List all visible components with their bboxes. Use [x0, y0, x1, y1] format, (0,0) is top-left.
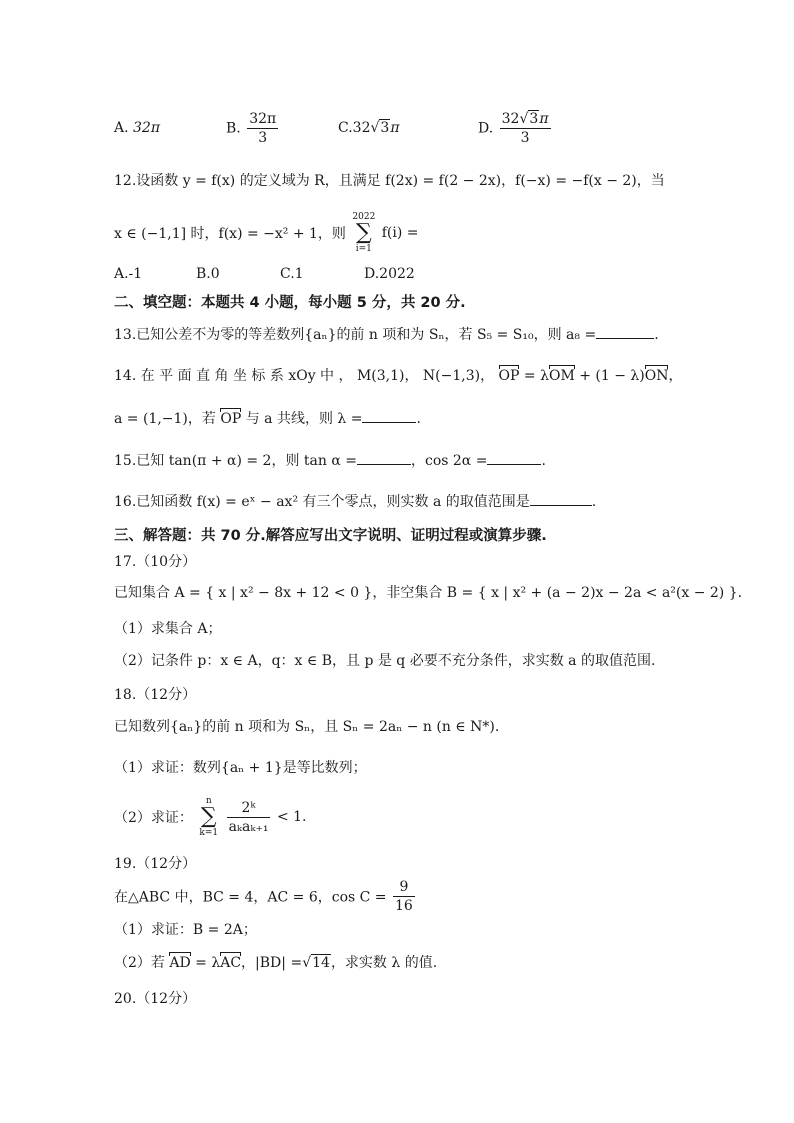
- q15-stem: 15.已知 tan(π + α) = 2，则 tan α = ，cos 2α = .: [114, 453, 546, 469]
- q11-option-b: B. $\frac{32\pi}{3}$: [226, 111, 277, 146]
- q18-part2: （2）求证： n ∑ k=1 $\frac{\text{2ᵏ}}{\text{aₖaₖ₊₁}}$ < 1.: [114, 796, 307, 838]
- section-fill-in-heading: 二、填空题：本题共 4 小题，每小题 5 分，共 20 分.: [114, 295, 466, 311]
- q14-condition: a = (1,−1)，若 OP 与 a 共线，则 λ = .: [114, 411, 421, 427]
- q12-option-d: D.2022: [364, 266, 415, 282]
- q19-stem: 在△ABC 中，BC = 4，AC = 6，cos C = $\frac{9}{16}$: [114, 879, 413, 914]
- summation-symbol: n ∑ k=1: [199, 796, 219, 838]
- q13-stem: 13.已知公差不为零的等差数列{aₙ}的前 n 项和为 Sₙ，若 S₅ = S₁₀，则 a₈ = .: [114, 327, 659, 343]
- section-solution-heading: 三、解答题：共 70 分.解答应写出文字说明、证明过程或演算步骤.: [114, 528, 547, 544]
- q17-heading: 17.（10分）: [114, 554, 197, 570]
- q19-part1: （1）求证：B = 2A；: [114, 922, 257, 938]
- q18-part1: （1）求证：数列{aₙ + 1}是等比数列；: [114, 760, 367, 776]
- q11-option-a: A. 32π: [114, 120, 161, 136]
- q14-stem: 14. 在 平 面 直 角 坐 标 系 xOy 中 ， M(3,1)， N(−1,3)， OP = λOM + (1 − λ)ON，: [114, 368, 683, 384]
- q12-option-a: A.-1: [114, 266, 143, 282]
- q20-heading: 20.（12分）: [114, 991, 197, 1007]
- q11-option-d: D. $\frac{32√3\pi}{3}$: [478, 111, 549, 146]
- q17-part2: （2）记条件 p：x ∈ A，q：x ∈ B，且 p 是 q 必要不充分条件，求实数 a 的取值范围.: [114, 653, 656, 669]
- q11-option-c: C.32√3π: [338, 120, 400, 136]
- q18-heading: 18.（12分）: [114, 687, 197, 703]
- q12-condition: x ∈ (−1,1] 时，f(x) = −x² + 1，则 2022 ∑ i=1 f(i) =: [114, 212, 419, 254]
- q18-stem: 已知数列{aₙ}的前 n 项和为 Sₙ，且 Sₙ = 2aₙ − n (n ∈ N*).: [114, 719, 500, 735]
- q17-part1: （1）求集合 A；: [114, 621, 222, 637]
- q12-option-c: C.1: [280, 266, 304, 282]
- q12-option-b: B.0: [196, 266, 220, 282]
- q17-stem: 已知集合 A = { x | x² − 8x + 12 < 0 }，非空集合 B = { x | x² + (a − 2)x − 2a < a²(x − 2) }.: [114, 585, 743, 601]
- q12-stem: 12.设函数 y = f(x) 的定义域为 R，且满足 f(2x) = f(2 − 2x)，f(−x) = −f(x − 2)，当: [114, 173, 665, 189]
- q19-part2: （2）若 AD = λAC，|BD| =√14，求实数 λ 的值.: [114, 955, 438, 971]
- q16-stem: 16.已知函数 f(x) = eˣ − ax² 有三个零点，则实数 a 的取值范围是 .: [114, 494, 597, 510]
- q19-heading: 19.（12分）: [114, 856, 197, 872]
- summation-symbol: 2022 ∑ i=1: [352, 212, 376, 254]
